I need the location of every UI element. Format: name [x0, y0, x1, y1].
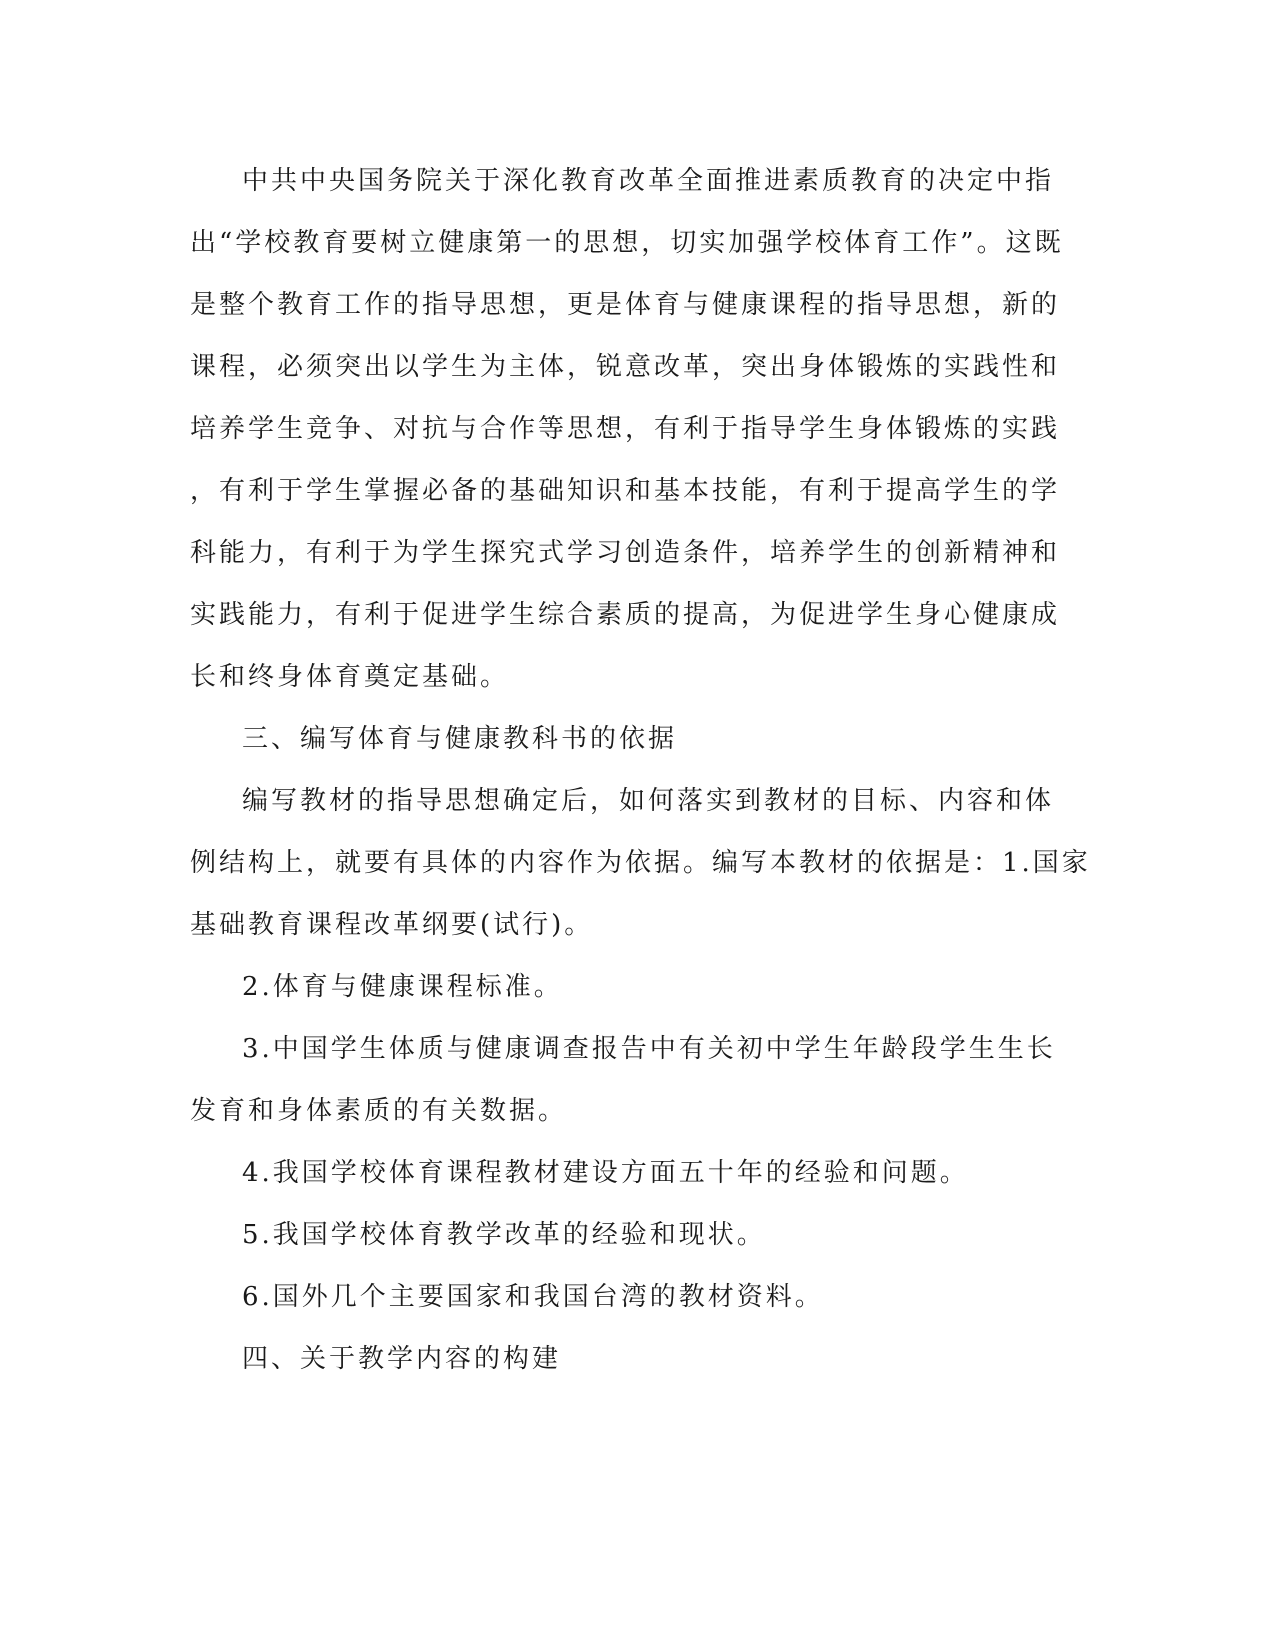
- text-line: 3.中国学生体质与健康调查报告中有关初中学生年龄段学生生长: [242, 1034, 1056, 1064]
- text-line: 课程，必须突出以学生为主体，锐意改革，突出身体锻炼的实践性和: [190, 352, 1061, 382]
- text-line: 实践能力，有利于促进学生综合素质的提高，为促进学生身心健康成: [190, 600, 1061, 630]
- text-line: 基础教育课程改革纲要(试行)。: [190, 910, 594, 940]
- basis-item-5: 5.我国学校体育教学改革的经验和现状。: [242, 1220, 766, 1250]
- basis-item-6: 6.国外几个主要国家和我国台湾的教材资料。: [242, 1282, 824, 1312]
- text-line: ，有利于学生掌握必备的基础知识和基本技能，有利于提高学生的学: [190, 476, 1061, 506]
- text-line: 科能力，有利于为学生探究式学习创造条件，培养学生的创新精神和: [190, 538, 1061, 568]
- text-line: 培养学生竞争、对抗与合作等思想，有利于指导学生身体锻炼的实践: [190, 414, 1061, 444]
- text-line: 是整个教育工作的指导思想，更是体育与健康课程的指导思想，新的: [190, 290, 1061, 320]
- basis-paragraph: [190, 770, 1091, 956]
- basis-item-2: 2.体育与健康课程标准。: [242, 972, 563, 1002]
- section-heading-3: 三、编写体育与健康教科书的依据: [242, 724, 678, 754]
- text-line: 长和终身体育奠定基础。: [190, 662, 510, 692]
- text-line: 例结构上，就要有具体的内容作为依据。编写本教材的依据是：1.国家: [190, 848, 1091, 878]
- document-body: [190, 150, 1091, 1390]
- text-line: 发育和身体素质的有关数据。: [190, 1096, 568, 1126]
- text-line: 出“学校教育要树立健康第一的思想，切实加强学校体育工作”。这既: [190, 228, 1064, 258]
- intro-paragraph: [190, 150, 1080, 708]
- text-line: 中共中央国务院关于深化教育改革全面推进素质教育的决定中指: [242, 166, 1055, 196]
- text-line: 编写教材的指导思想确定后，如何落实到教材的目标、内容和体: [242, 786, 1055, 816]
- basis-item-4: 4.我国学校体育课程教材建设方面五十年的经验和问题。: [242, 1158, 969, 1188]
- basis-item-3: [190, 1018, 1080, 1142]
- section-heading-4: 四、关于教学内容的构建: [242, 1344, 562, 1374]
